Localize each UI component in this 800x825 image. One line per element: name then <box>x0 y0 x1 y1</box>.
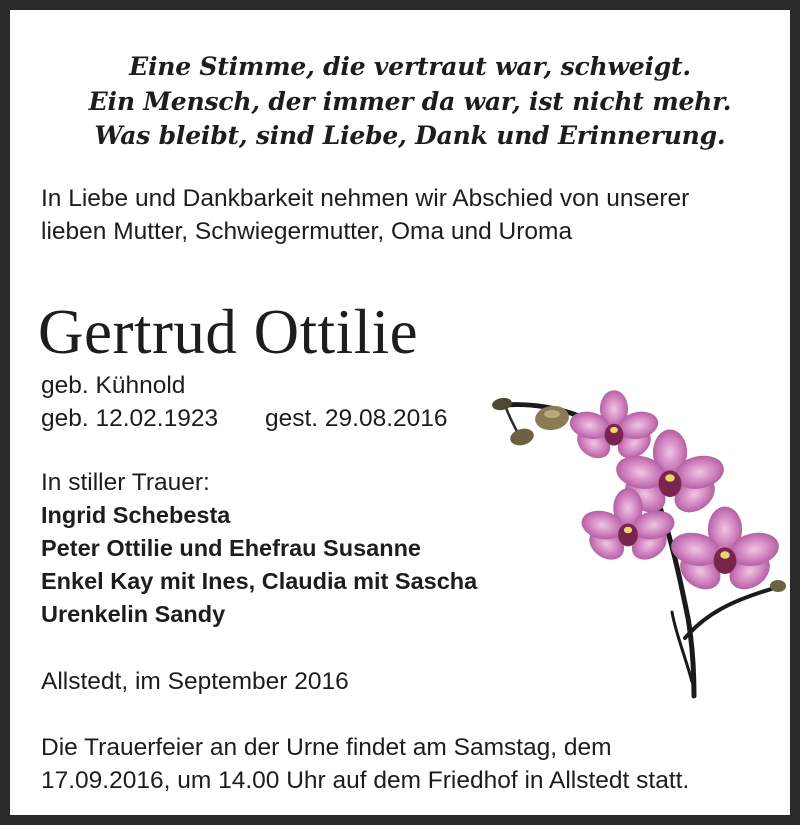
motto-line-3: Was bleibt, sind Liebe, Dank und Erinnerung. <box>94 121 726 150</box>
funeral-line-2: 17.09.2016, um 14.00 Uhr auf dem Friedhof in Allstedt statt. <box>41 767 690 794</box>
orchid-branch-icon <box>480 390 800 700</box>
mourner-name: Ingrid Schebesta <box>41 502 231 528</box>
intro-line-1: In Liebe und Dankbarkeit nehmen wir Abschied von unserer <box>41 185 690 212</box>
mourner-name: Urenkelin Sandy <box>41 601 226 627</box>
funeral-line-1: Die Trauerfeier an der Urne findet am Samstag, dem <box>41 734 612 761</box>
mourners-heading: In stiller Trauer: <box>41 469 210 496</box>
death-date: gest. 29.08.2016 <box>265 405 448 432</box>
maiden-name: geb. Kühnold <box>41 372 186 399</box>
mourner-name: Enkel Kay mit Ines, Claudia mit Sascha <box>41 568 478 594</box>
intro-line-2: lieben Mutter, Schwiegermutter, Oma und Uroma <box>41 218 573 245</box>
motto-line-2: Ein Mensch, der immer da war, ist nicht mehr. <box>88 87 732 116</box>
mourner-name: Peter Ottilie und Ehefrau Susanne <box>41 535 421 561</box>
motto-line-1: Eine Stimme, die vertraut war, schweigt. <box>129 52 691 81</box>
birth-date: geb. 12.02.1923 <box>41 405 219 432</box>
place-and-date: Allstedt, im September 2016 <box>41 668 349 695</box>
deceased-name: Gertrud Ottilie <box>38 297 419 367</box>
